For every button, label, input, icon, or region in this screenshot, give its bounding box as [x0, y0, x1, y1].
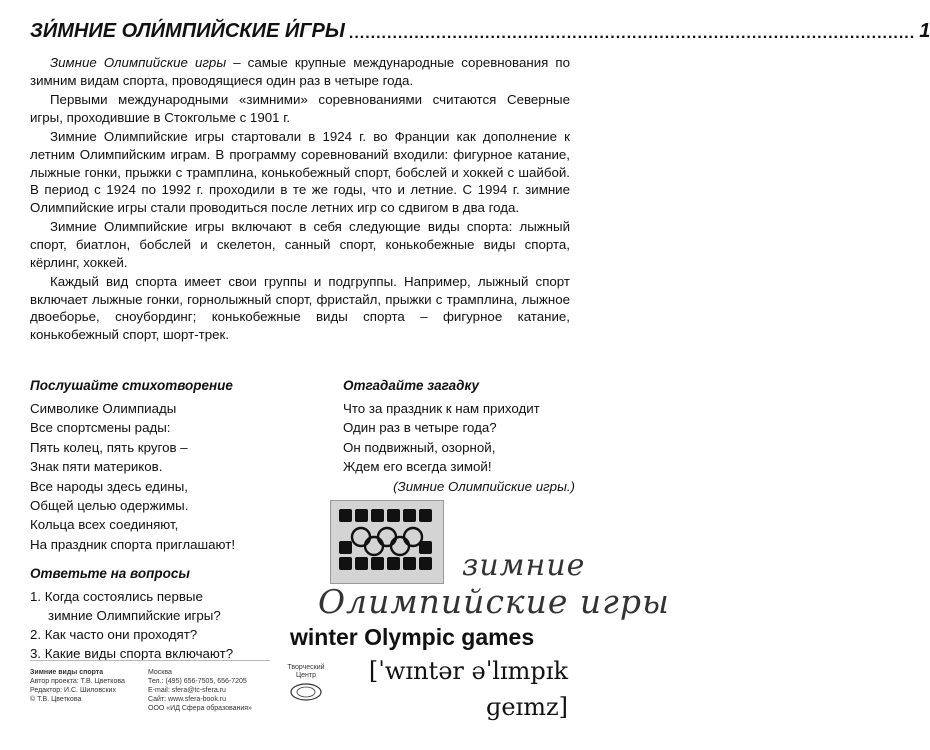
paragraph-1 — [30, 54, 570, 89]
poem-line: Символике Олимпиады — [30, 401, 177, 416]
question-1-cont: зимние Олимпийские игры? — [48, 608, 221, 624]
riddle-line: Один раз в четыре года? — [343, 420, 497, 436]
pictogram-icon — [387, 557, 400, 570]
pictogram-icon — [339, 509, 352, 522]
footer-credits — [30, 668, 125, 704]
footer-copyright: © Т.В. Цветкова — [30, 696, 82, 703]
olympic-rings-icon — [349, 527, 425, 557]
poem-line: Общей целью одержимы. — [30, 498, 189, 514]
paragraph-2: Первыми международными «зимними» соревнованиями считаются Северные игры, проходившие в Стокгольме с 1901 г. — [30, 92, 570, 125]
paragraph-3: Зимние Олимпийские игры стартовали в 1924 г. во Франции как дополнение к летним Олимпийским играм. В программу соревнований входили: фигурное катание, лыжные гонки, прыжки с трамплина, конькобежный спорт, бобслей и хоккей с шайбой. В период с 1924 по 1992 г. проходили в те же годы, что и летние. С 1994 г. зимние Олимпийские игры стали проводиться после летних игр со сдвигом в два года. — [30, 129, 570, 215]
footer-city: Москва — [148, 669, 172, 676]
riddle-lines — [343, 399, 583, 496]
poem-line: Кольца всех соединяют, — [30, 517, 179, 533]
pictogram-icon — [355, 557, 368, 570]
title-leader-dots — [349, 25, 915, 43]
footer-company: ООО «ИД Сфера образования» — [148, 705, 252, 712]
poem-line: Все спортсмены рады: — [30, 420, 171, 436]
pictogram-icon — [355, 509, 368, 522]
footer-site: Сайт: www.sfera-book.ru — [148, 696, 226, 703]
footer-divider — [30, 660, 270, 661]
pictogram-icon — [339, 557, 352, 570]
riddle-line: Ждем его всегда зимой! — [343, 459, 492, 475]
paragraph-1-rest: – самые крупные международные соревнования по зимним видам спорта, проводящиеся один раз в четыре года. — [30, 55, 570, 88]
footer-series-title: Зимние виды спорта — [30, 669, 104, 676]
footer-author: Автор проекта: Т.В. Цветкова — [30, 678, 125, 685]
left-column — [30, 378, 310, 663]
publisher-logo — [276, 664, 336, 702]
sphere-logo-icon — [289, 682, 323, 702]
questions-heading: Ответьте на вопросы — [30, 566, 190, 582]
poem-lines — [30, 399, 310, 554]
riddle-line: Он подвижный, озорной, — [343, 439, 496, 455]
riddle-answer: (Зимние Олимпийские игры.) — [393, 478, 575, 494]
poem-heading: Послушайте стихотворение — [30, 378, 233, 393]
publisher-name-1: Творческий — [287, 664, 325, 671]
footer-editor: Редактор: И.С. Шиловских — [30, 687, 116, 694]
pictogram-icon — [403, 509, 416, 522]
pictogram-icon — [403, 557, 416, 570]
page-title: ЗИ́МНИЕ ОЛИ́МПИЙСКИЕ И́ГРЫ — [30, 20, 345, 42]
questions-list — [30, 587, 310, 663]
pictogram-icon — [419, 509, 432, 522]
question-2: 2. Как часто они проходят? — [30, 627, 198, 643]
pictogram-icon — [371, 557, 384, 570]
transcription-line-2: ɡeɪmz] — [485, 693, 568, 721]
pictogram-icon — [419, 557, 432, 570]
question-3: 3. Какие виды спорта включают? — [30, 646, 234, 662]
footer-phone: Тел.: (495) 656-7505, 656-7205 — [148, 678, 247, 685]
poem-line: Пять колец, пять кругов – — [30, 439, 188, 455]
paragraph-4: Зимние Олимпийские игры включают в себя следующие виды спорта: лыжный спорт, биатлон, бобслей и скелетон, санный спорт, конькобежные виды спорта, кёрлинг, хоккей. — [30, 219, 570, 270]
poem-line: Все народы здесь едины, — [30, 478, 188, 494]
riddle-line: Что за праздник к нам приходит — [343, 401, 540, 416]
main-article — [30, 54, 570, 346]
publisher-name-2: Центр — [295, 672, 317, 679]
english-translation: winter Olympic games — [290, 624, 535, 650]
poem-line: Знак пяти материков. — [30, 459, 163, 475]
cursive-word-1: зимние — [462, 548, 586, 583]
paragraph-5: Каждый вид спорта имеет свои группы и подгруппы. Например, лыжный спорт включает лыжные гонки, горнолыжный спорт, фристайл, прыжки с трамплина, лыжное двоеборье, сноубординг; конькобежные виды спорта – фигурное катание, конькобежный спорт, шорт-трек. — [30, 274, 570, 342]
riddle-heading: Отгадайте загадку — [343, 378, 480, 393]
footer-contacts — [148, 668, 252, 713]
question-1: 1. Когда состоялись первые — [30, 589, 203, 605]
cursive-word-2: Олимпийские игры — [318, 582, 670, 621]
right-column — [343, 378, 583, 496]
transcription-line-1: [ˈwɪntər əˈlɪmpɪk — [368, 657, 568, 685]
pictogram-icon — [387, 509, 400, 522]
page-number: 1 — [919, 20, 930, 42]
poem-line: На праздник спорта приглашают! — [30, 536, 236, 552]
olympic-emblem-image — [330, 500, 444, 584]
footer-email: E-mail: sfera@tc-sfera.ru — [148, 687, 226, 694]
paragraph-1-italic: Зимние Олимпийские игры — [50, 55, 227, 70]
pictogram-icon — [371, 509, 384, 522]
page-header — [30, 20, 930, 43]
